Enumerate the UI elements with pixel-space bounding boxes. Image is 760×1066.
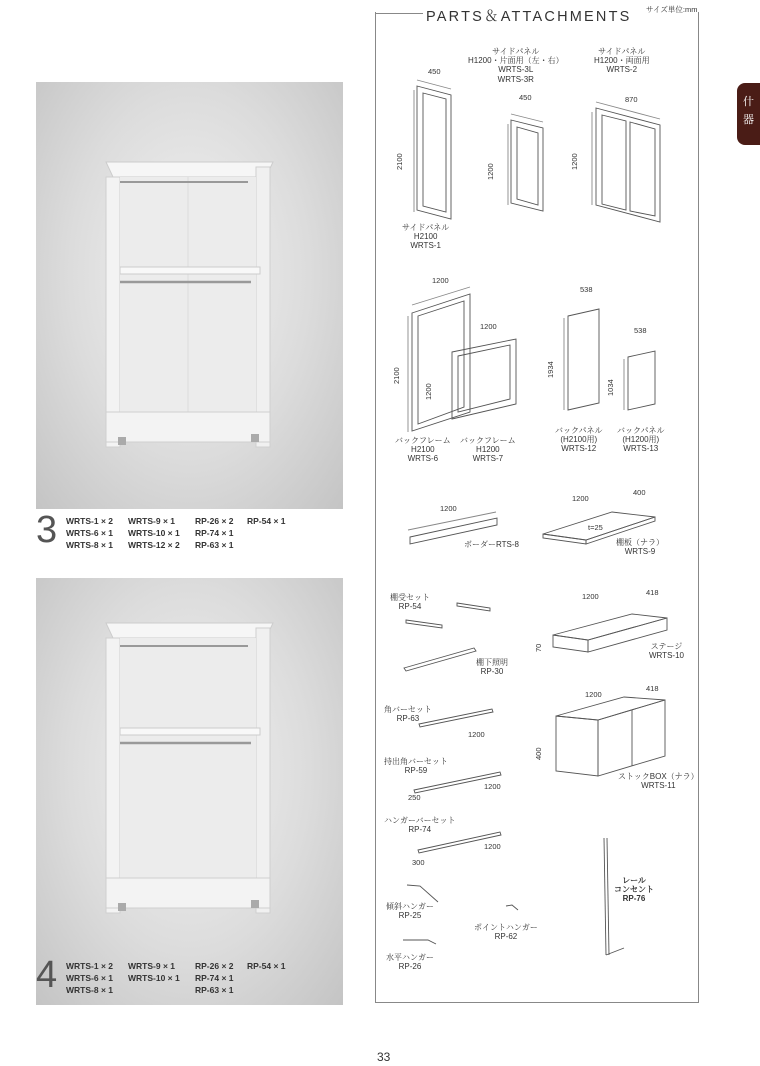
part-name: コンセント — [614, 885, 654, 895]
part-label-rp-62 — [474, 923, 538, 941]
dim-depth: 300 — [412, 858, 425, 867]
config-item: WRTS-1 × 2 — [66, 516, 113, 526]
part-code: RP-76 — [622, 894, 646, 904]
part-label-wrts-1 — [402, 223, 449, 251]
config-item: WRTS-8 × 1 — [66, 540, 113, 550]
config-item: RP-63 × 1 — [195, 985, 234, 995]
dim-height: 400 — [534, 747, 543, 760]
part-label-wrts-10 — [649, 642, 684, 660]
part-name: 角バーセット — [384, 705, 432, 714]
dim-width: 1200 — [484, 782, 501, 791]
part-name: サイドパネル — [492, 47, 540, 56]
part-label-rp-74 — [384, 816, 455, 834]
config-item: WRTS-12 × 2 — [128, 540, 180, 550]
config-item: WRTS-10 × 1 — [128, 973, 180, 983]
dim-width: 450 — [428, 67, 441, 76]
part-size: H1200 — [476, 445, 500, 455]
part-name: 棚板（ナラ） — [616, 538, 664, 547]
part-code: WRTS-3L — [498, 65, 534, 75]
dim-height: 70 — [534, 643, 543, 652]
part-code: WRTS-9 — [624, 547, 656, 557]
tab-char: 器 — [743, 114, 754, 126]
part-code: WRTS-10 — [649, 651, 684, 661]
dim-width: 870 — [625, 95, 638, 104]
config-item: RP-26 × 2 — [195, 516, 234, 526]
dim-width: 1200 — [582, 592, 599, 601]
part-label-wrts-9 — [616, 538, 664, 556]
part-label-rp-59 — [384, 757, 448, 775]
dim-width: 538 — [580, 285, 593, 294]
dim-depth: 418 — [646, 684, 659, 693]
part-name: サイドパネル — [598, 47, 646, 56]
config-item: RP-54 × 1 — [247, 516, 286, 526]
part-code: RP-62 — [494, 932, 518, 942]
part-code: RTS-8 — [496, 540, 519, 549]
part-label-wrts-7 — [460, 436, 516, 464]
part-size: H2100 — [413, 232, 438, 242]
part-label-rp-76 — [614, 876, 654, 904]
part-code: RP-74 — [408, 825, 432, 835]
config-number: 3 — [36, 509, 58, 551]
config-item: RP-26 × 2 — [195, 961, 234, 971]
tab-char: 什 — [743, 96, 754, 108]
config-number: 4 — [36, 954, 58, 996]
part-label-rp-26 — [386, 953, 434, 971]
dim-height: 1934 — [546, 361, 555, 378]
part-code: WRTS-6 — [407, 454, 439, 464]
part-code: WRTS-2 — [606, 65, 638, 75]
dim-height: 1200 — [570, 153, 579, 170]
part-label-wrts-3 — [468, 47, 564, 84]
part-label-wrts-12 — [555, 426, 603, 454]
part-label-rp-54 — [390, 593, 430, 611]
part-code: RP-25 — [398, 911, 422, 921]
part-code: WRTS-11 — [641, 781, 676, 791]
config-item: RP-74 × 1 — [195, 973, 234, 983]
part-code: RP-63 — [396, 714, 420, 724]
dim-width: 1200 — [484, 842, 501, 851]
part-name: ハンガーバーセット — [384, 816, 456, 825]
part-size: H1200・片面用（左・右） — [468, 56, 564, 66]
part-name: バックパネル — [617, 426, 665, 435]
part-label-wrts-2 — [594, 47, 650, 75]
part-label-rp-63 — [384, 705, 432, 723]
config-item: WRTS-10 × 1 — [128, 528, 180, 538]
dim-height: 1034 — [606, 379, 615, 396]
part-size: (H1200用) — [622, 435, 660, 445]
dim-width: 1200 — [572, 494, 589, 503]
config-item: WRTS-6 × 1 — [66, 973, 113, 983]
part-name: ボーダー — [464, 540, 496, 549]
part-name: 水平ハンガー — [386, 953, 434, 962]
config-item: RP-74 × 1 — [195, 528, 234, 538]
part-label-rp-25 — [386, 902, 434, 920]
config-item: RP-63 × 1 — [195, 540, 234, 550]
part-name: バックフレーム — [460, 436, 516, 445]
part-code: WRTS-7 — [472, 454, 504, 464]
dim-width: 1200 — [468, 730, 485, 739]
part-label-wrts-11 — [618, 772, 699, 790]
part-code: RP-26 — [398, 962, 422, 972]
part-label-wrts-6 — [395, 436, 451, 464]
part-name: バックフレーム — [395, 436, 451, 445]
config-item: WRTS-6 × 1 — [66, 528, 113, 538]
config-item: WRTS-9 × 1 — [128, 516, 175, 526]
dim-width: 450 — [519, 93, 532, 102]
part-name: 傾斜ハンガー — [386, 902, 434, 911]
part-label-rts-8 — [464, 540, 519, 549]
dim-height: 2100 — [392, 367, 401, 384]
part-size: H1200・両面用 — [594, 56, 650, 66]
part-size: (H2100用) — [560, 435, 598, 445]
unit-note: サイズ単位:mm — [646, 5, 698, 14]
part-name: ポイントハンガー — [474, 923, 538, 932]
config-item: WRTS-9 × 1 — [128, 961, 175, 971]
dim-depth: 250 — [408, 793, 421, 802]
part-code: WRTS-1 — [410, 241, 441, 251]
part-name: ステージ — [650, 642, 683, 651]
part-code: WRTS-12 — [561, 444, 597, 454]
part-label-rp-30 — [476, 658, 508, 676]
dim-thickness: t=25 — [588, 523, 603, 532]
part-label-wrts-13 — [617, 426, 665, 454]
part-name: レール — [622, 876, 646, 885]
dim-depth: 400 — [633, 488, 646, 497]
part-name: 棚受セット — [390, 593, 430, 602]
dim-width: 1200 — [480, 322, 497, 331]
part-name: サイドパネル — [402, 223, 450, 232]
dim-width: 1200 — [440, 504, 457, 513]
dim-height: 1200 — [424, 383, 433, 400]
dim-width: 538 — [634, 326, 647, 335]
config-item: RP-54 × 1 — [247, 961, 286, 971]
dim-height: 2100 — [395, 153, 404, 170]
part-size: H2100 — [411, 445, 435, 455]
part-code: WRTS-3R — [497, 74, 534, 84]
part-name: 棚下照明 — [476, 658, 508, 667]
dim-width: 1200 — [432, 276, 449, 285]
part-name: ストックBOX（ナラ） — [618, 772, 699, 781]
part-code: RP-54 — [398, 602, 422, 612]
part-code: RP-30 — [480, 667, 504, 677]
part-name: バックパネル — [555, 426, 603, 435]
dim-width: 1200 — [585, 690, 602, 699]
part-name: 持出角バーセット — [384, 757, 448, 766]
config-item: WRTS-1 × 2 — [66, 961, 113, 971]
dim-height: 1200 — [486, 163, 495, 180]
page-title: PARTS＆ATTACHMENTS — [426, 9, 632, 25]
part-code: RP-59 — [404, 766, 428, 776]
config-item: WRTS-8 × 1 — [66, 985, 113, 995]
part-code: WRTS-13 — [623, 444, 659, 454]
page-number: 33 — [377, 1050, 391, 1064]
dim-depth: 418 — [646, 588, 659, 597]
